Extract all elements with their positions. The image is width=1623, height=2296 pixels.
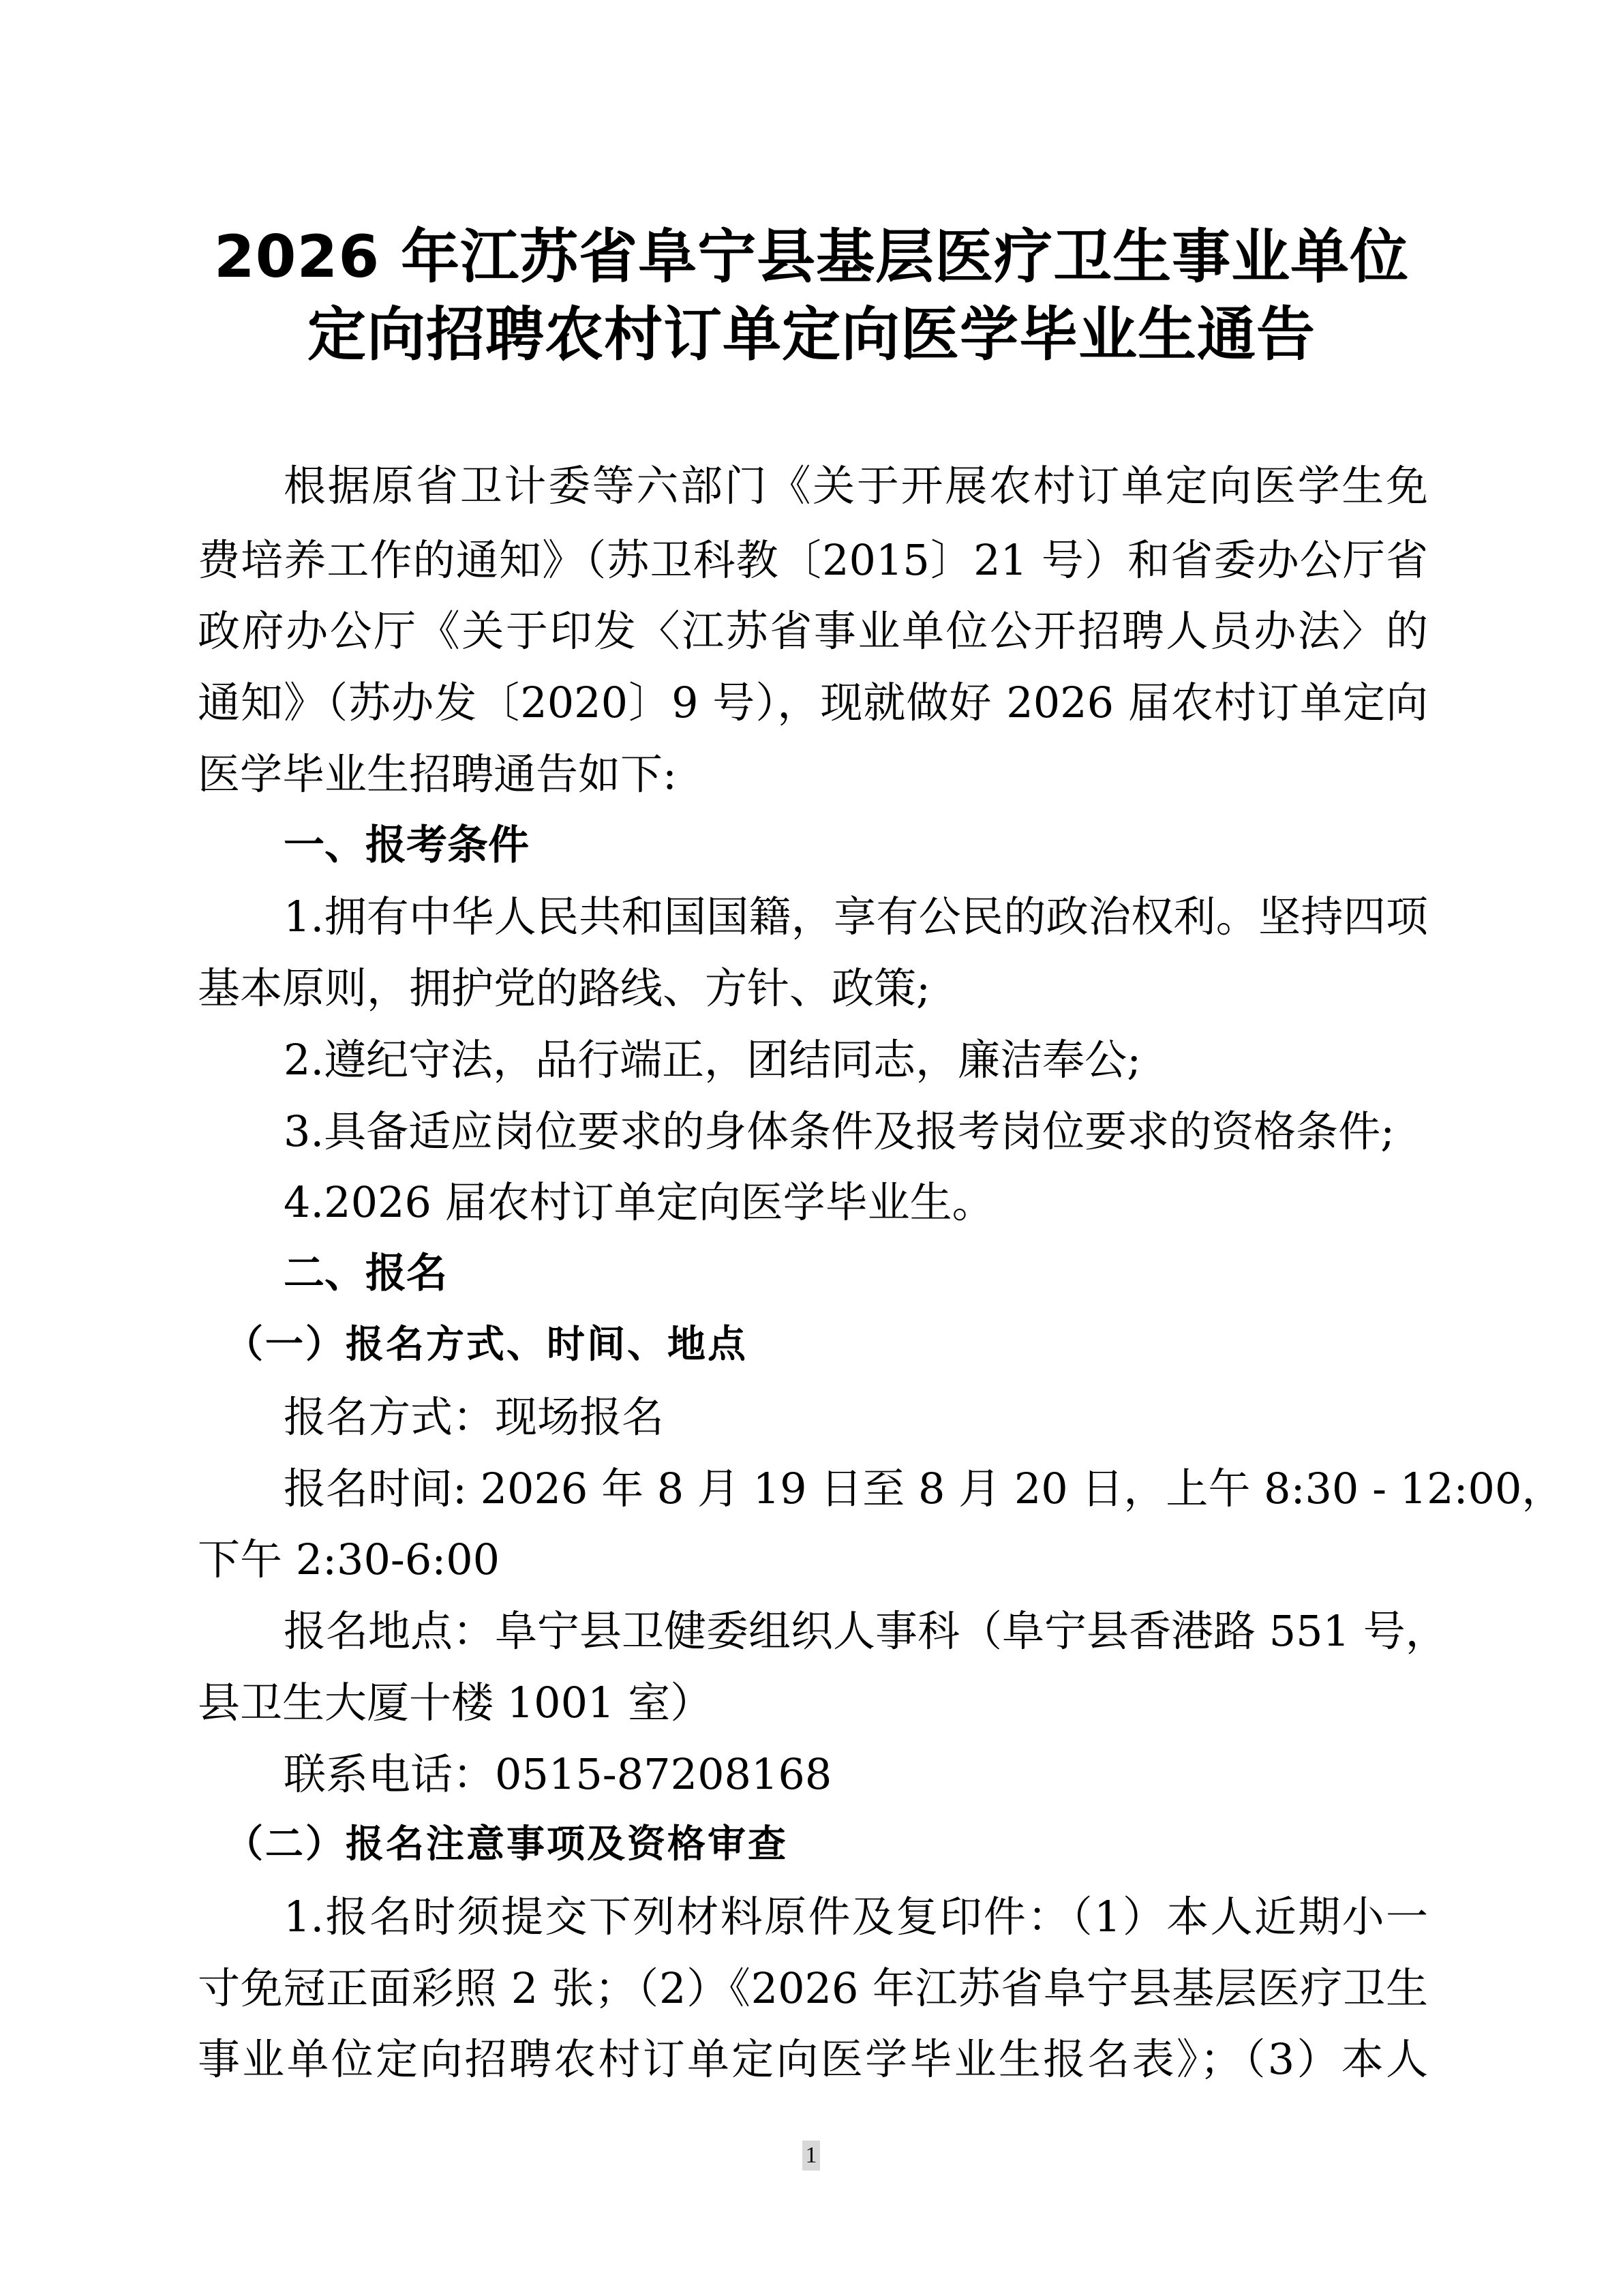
requirement-line: 3.具备适应岗位要求的身体条件及报考岗位要求的资格条件;: [284, 1106, 1395, 1156]
registration-place-line-1: 报名地点：阜宁县卫健委组织人事科（阜宁县香港路 551 号，: [284, 1606, 1448, 1656]
notes-line: 事业单位定向招聘农村订单定向医学毕业生报名表》；（3）本人: [198, 2034, 1428, 2084]
intro-paragraph-line: 通知》（苏办发〔2020〕9 号），现就做好 2026 届农村订单定向: [198, 678, 1428, 727]
requirement-line: 基本原则，拥护党的路线、方针、政策;: [198, 963, 930, 1013]
section-heading-requirements: 一、报考条件: [284, 821, 529, 869]
intro-paragraph-line: 政府办公厅《关于印发〈江苏省事业单位公开招聘人员办法〉的: [198, 606, 1428, 656]
subsection-heading-method-time-place: （一）报名方式、时间、地点: [225, 1323, 748, 1367]
registration-place-line-2: 县卫生大厦十楼 1001 室）: [198, 1678, 713, 1727]
registration-time-line-2: 下午 2:30-6:00: [198, 1535, 500, 1584]
page-number: 1: [802, 2141, 820, 2171]
registration-method: 报名方式：现场报名: [284, 1392, 665, 1442]
document-title-line-1: 2026 年江苏省阜宁县基层医疗卫生事业单位: [213, 223, 1410, 291]
intro-paragraph-line: 医学毕业生招聘通告如下:: [198, 749, 677, 799]
intro-paragraph-line: 费培养工作的通知》（苏卫科教〔2015〕21 号）和省委办公厅省: [198, 535, 1428, 585]
subsection-heading-notes-qualification: （二）报名注意事项及资格审查: [225, 1822, 788, 1867]
notes-line: 寸免冠正面彩照 2 张；（2）《2026 年江苏省阜宁县基层医疗卫生: [198, 1963, 1428, 2013]
requirement-line: 4.2026 届农村订单定向医学毕业生。: [284, 1177, 995, 1227]
requirement-line: 2.遵纪守法，品行端正，团结同志，廉洁奉公;: [284, 1035, 1142, 1085]
registration-time-line-1: 报名时间: 2026 年 8 月 19 日至 8 月 20 日，上午 8:30 - 12:00，: [284, 1464, 1564, 1513]
contact-phone: 联系电话：0515-87208168: [284, 1749, 832, 1799]
intro-paragraph-line: 根据原省卫计委等六部门《关于开展农村订单定向医学生免: [284, 461, 1428, 511]
document-title-line-2: 定向招聘农村订单定向医学毕业生通告: [307, 301, 1316, 369]
section-heading-registration: 二、报名: [284, 1250, 447, 1297]
requirement-line: 1.拥有中华人民共和国国籍，享有公民的政治权利。坚持四项: [284, 892, 1428, 941]
notes-line: 1.报名时须提交下列材料原件及复印件：（1）本人近期小一: [284, 1892, 1428, 1942]
